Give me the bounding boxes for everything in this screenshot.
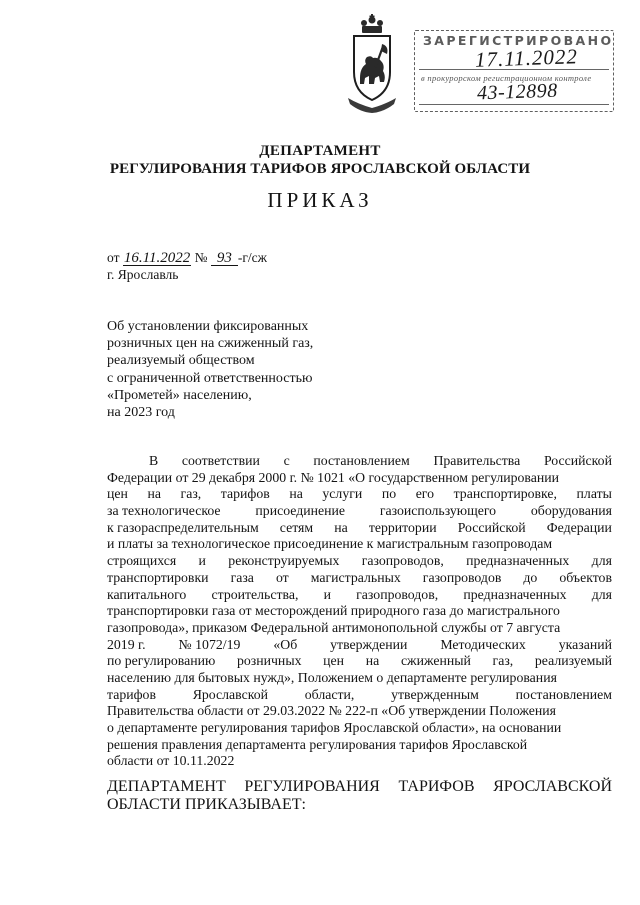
department-subtitle: РЕГУЛИРОВАНИЯ ТАРИФОВ ЯРОСЛАВСКОЙ ОБЛАСТИ xyxy=(109,161,531,177)
stamp-date-line xyxy=(419,69,609,70)
subject-line: с ограниченной ответственностью xyxy=(107,370,313,386)
subject-line: розничных цен на сжиженный газ, xyxy=(107,336,314,352)
preamble-line: Федерации от 29 декабря 2000 г. № 1021 «О государственном регулировании xyxy=(107,469,560,485)
preamble-line: к газораспределительным сетям на территории Российской Федерации xyxy=(107,519,612,535)
document-type-heading: ПРИКАЗ xyxy=(267,188,373,212)
resolution-line: ДЕПАРТАМЕНТ РЕГУЛИРОВАНИЯ ТАРИФОВ ЯРОСЛАВСКОЙ xyxy=(107,778,612,795)
stamp-date-handwritten: 17.11.2022 xyxy=(474,44,579,72)
date-prefix: от xyxy=(107,250,120,265)
subject-line: на 2023 год xyxy=(107,405,175,421)
preamble-line: цен на газ, тарифов на услуги по его транспортировке, платы xyxy=(107,486,612,502)
registration-stamp xyxy=(414,30,614,112)
preamble-line: за технологическое присоединение газоиспользующего оборудования xyxy=(107,503,612,519)
stamp-number-line xyxy=(419,104,609,105)
preamble-line: о департаменте регулирования тарифов Ярославской области», на основании xyxy=(107,720,562,735)
order-number-suffix: -г/сж xyxy=(237,250,267,265)
resolution-line: ОБЛАСТИ ПРИКАЗЫВАЕТ: xyxy=(107,796,306,813)
preamble-line: строящихся и реконструируемых газопроводов, предназначенных для xyxy=(107,553,612,569)
stamp-number-handwritten: 43-12898 xyxy=(476,79,559,105)
preamble-line: тарифов Ярославской области, утвержденным постановлением xyxy=(107,686,612,702)
order-resolution-heading xyxy=(107,778,612,814)
preamble-paragraph xyxy=(107,453,612,770)
preamble-line: и платы за технологическое присоединение к магистральным газопроводам xyxy=(107,536,553,552)
stamp-caption: в прокурорском регистрационном контроле xyxy=(421,73,592,83)
preamble-line: 2019 г. № 1072/19 «Об утверждении Методических указаний xyxy=(107,636,612,652)
preamble-line: решения правления департамента регулирования тарифов Ярославской xyxy=(107,736,528,752)
order-date-number-row xyxy=(107,250,267,266)
order-city: г. Ярославль xyxy=(107,267,179,282)
order-date-handwritten: 16.11.2022 xyxy=(123,250,191,266)
preamble-line: населению для бытовых нужд», Положением о департаменте регулирования xyxy=(107,669,557,685)
order-number-handwritten: 93 xyxy=(211,251,238,266)
preamble-line: по регулированию розничных цен на сжиженный газ, реализуемый xyxy=(107,653,612,669)
preamble-line: Правительства области от 29.03.2022 № 222-п «Об утверждении Положения xyxy=(107,703,557,719)
subject-line: «Прометей» населению, xyxy=(107,387,252,403)
preamble-line: В соответствии с постановлением Правительства Российской xyxy=(149,453,612,468)
preamble-line: области от 10.11.2022 xyxy=(107,753,235,769)
preamble-line: транспортировки газа от месторождений природного газа до магистрального xyxy=(107,603,560,619)
order-subject xyxy=(107,318,347,421)
preamble-line: газопровода», приказом Федеральной антимонопольной службы от 7 августа xyxy=(107,619,561,635)
subject-line: Об установлении фиксированных xyxy=(107,319,309,334)
department-title: ДЕПАРТАМЕНТ xyxy=(259,143,381,159)
coat-of-arms-emblem xyxy=(338,12,406,114)
preamble-line: капитального строительства, и газопроводов, предназначенных для xyxy=(107,586,612,602)
number-sign: № xyxy=(194,250,208,265)
preamble-line: транспортировки газа от магистральных газопроводов до объектов xyxy=(107,569,612,585)
stamp-title: ЗАРЕГИСТРИРОВАНО xyxy=(423,33,614,48)
subject-line: реализуемый обществом xyxy=(107,353,255,369)
